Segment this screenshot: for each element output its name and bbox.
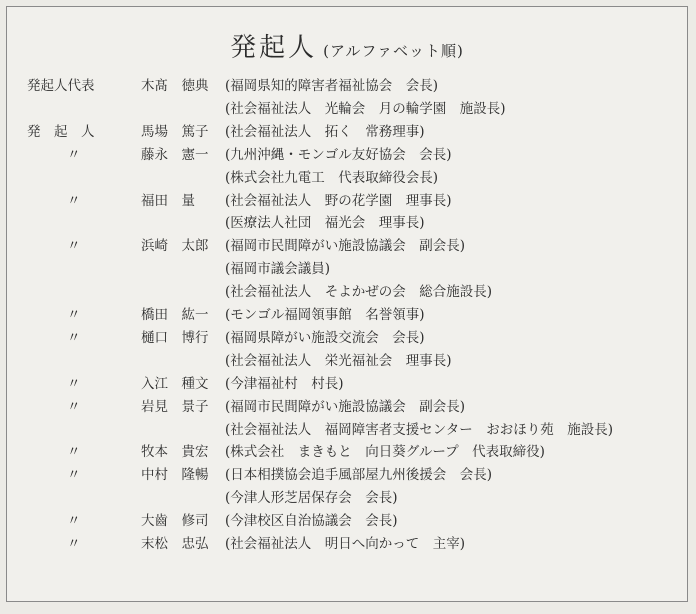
role-label: 発起人代表 — [27, 78, 95, 94]
person-name: 入江 種文 — [141, 375, 209, 392]
affiliation: (社会福祉法人 栄光福祉会 理事長) — [225, 352, 452, 369]
title-subtitle: (アルファベット順) — [323, 42, 464, 60]
person-name: 岩見 景子 — [141, 398, 209, 415]
affiliation: (九州沖縄・モンゴル友好協会 会長) — [225, 146, 452, 163]
affiliation: (社会福祉法人 明日へ向かって 主宰) — [225, 536, 466, 552]
person-name: 藤永 憲一 — [141, 146, 209, 163]
ditto-mark: 〃 — [67, 375, 81, 392]
person-name: 橋田 紘一 — [141, 307, 209, 323]
page-title — [7, 27, 687, 64]
affiliation: (福岡県障がい施設交流会 会長) — [225, 329, 425, 346]
ditto-mark: 〃 — [67, 329, 81, 346]
affiliation: (今津人形芝居保存会 会長) — [225, 490, 398, 507]
affiliation: (今津校区自治協議会 会長) — [225, 513, 398, 530]
person-name: 大齒 修司 — [141, 513, 209, 530]
ditto-mark: 〃 — [67, 467, 81, 484]
affiliation: (福岡市民間障がい施設協議会 副会長) — [225, 238, 466, 255]
affiliation: (今津福祉村 村長) — [225, 375, 344, 392]
ditto-mark: 〃 — [67, 513, 81, 530]
ditto-mark: 〃 — [67, 444, 81, 461]
ditto-mark: 〃 — [67, 146, 81, 163]
affiliation: (社会福祉法人 拓く 常務理事) — [225, 123, 425, 140]
person-name: 末松 忠弘 — [141, 536, 209, 552]
person-name: 樋口 博行 — [141, 329, 209, 346]
affiliation: (福岡県知的障害者福祉協会 会長) — [225, 78, 439, 94]
ditto-mark: 〃 — [67, 398, 81, 415]
person-name: 馬場 篤子 — [141, 123, 209, 140]
affiliation: (モンゴル福岡領事館 名誉領事) — [225, 307, 425, 323]
affiliation: (医療法人社団 福光会 理事長) — [225, 215, 425, 232]
affiliation: (日本相撲協会追手風部屋九州後援会 会長) — [225, 467, 493, 484]
affiliation: (株式会社 まきもと 向日葵グループ 代表取締役) — [225, 444, 545, 461]
person-name: 浜崎 太郎 — [141, 238, 209, 255]
person-name: 木髙 徳典 — [141, 78, 209, 94]
ditto-mark: 〃 — [67, 307, 81, 323]
affiliation: (福岡市民間障がい施設協議会 副会長) — [225, 398, 466, 415]
affiliation: (福岡市議会議員) — [225, 261, 331, 278]
affiliation: (社会福祉法人 光輪会 月の輪学園 施設長) — [225, 100, 506, 117]
role-label: 発 起 人 — [27, 123, 95, 140]
ditto-mark: 〃 — [67, 536, 81, 552]
affiliation: (社会福祉法人 福岡障害者支援センター おおほり苑 施設長) — [225, 421, 613, 438]
affiliation: (株式会社九電工 代表取締役会長) — [225, 169, 439, 186]
affiliation: (社会福祉法人 野の花学園 理事長) — [225, 192, 452, 209]
person-name: 中村 隆暢 — [141, 467, 209, 484]
document-frame — [6, 6, 688, 602]
person-name: 牧本 貴宏 — [141, 444, 209, 461]
ditto-mark: 〃 — [67, 192, 81, 209]
person-name: 福田 量 — [141, 192, 195, 209]
title-main: 発起人 — [230, 33, 318, 63]
ditto-mark: 〃 — [67, 238, 81, 255]
affiliation: (社会福祉法人 そよかぜの会 総合施設長) — [225, 284, 493, 301]
